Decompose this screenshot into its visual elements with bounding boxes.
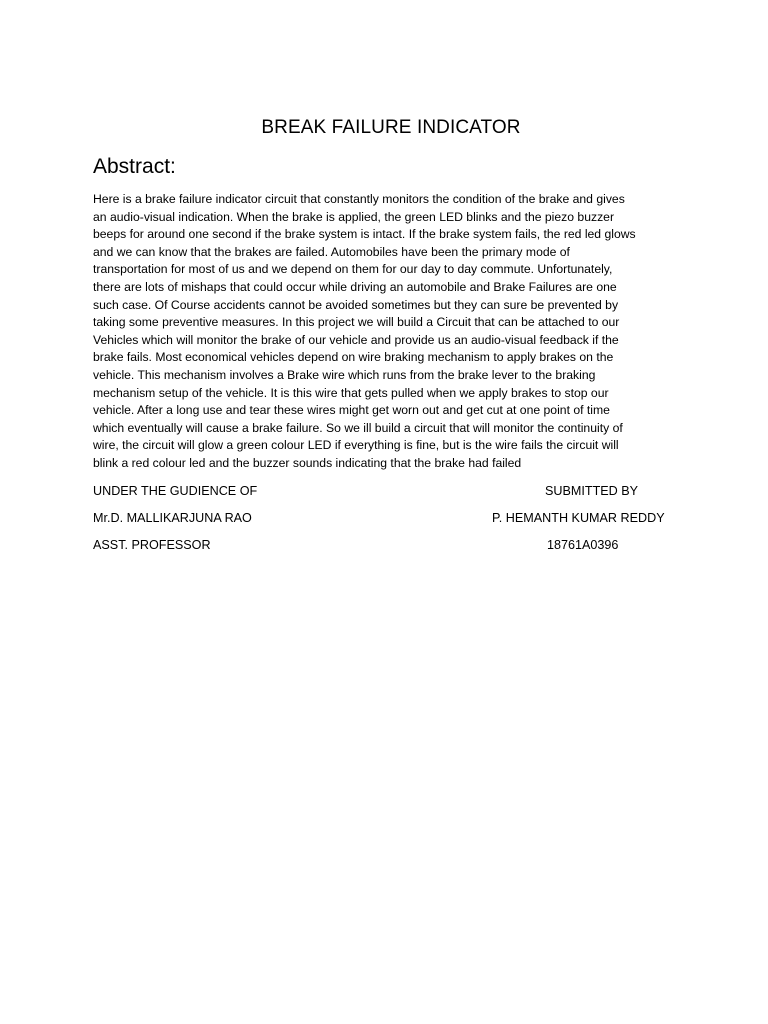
document-title: BREAK FAILURE INDICATOR bbox=[261, 117, 521, 138]
signature-row-labels bbox=[93, 484, 675, 502]
abstract-line: blink a red colour led and the buzzer sounds indicating that the brake had failed bbox=[93, 455, 522, 470]
signature-row-details bbox=[93, 538, 675, 556]
abstract-line: Here is a brake failure indicator circuit that constantly monitors the condition of the brake and gives bbox=[93, 192, 625, 206]
abstract-line: vehicle. After a long use and tear these wires might get worn out and get cut at one point of time bbox=[93, 403, 610, 418]
abstract-line: and we can know that the brakes are failed. Automobiles have been the primary mode of bbox=[93, 244, 570, 259]
abstract-line: beeps for around one second if the brake system is intact. If the brake system fails, the red led glows bbox=[93, 227, 636, 242]
abstract-line: wire, the circuit will glow a green colour LED if everything is fine, but is the wire fails the circuit will bbox=[93, 438, 619, 453]
abstract-body bbox=[93, 191, 675, 473]
guide-designation: ASST. PROFESSOR bbox=[93, 538, 211, 552]
submitted-by-label: SUBMITTED BY bbox=[545, 484, 639, 498]
abstract-line: transportation for most of us and we depend on them for our day to day commute. Unfortunately, bbox=[93, 262, 613, 277]
abstract-line: taking some preventive measures. In this project we will build a Circuit that can be attached to our bbox=[93, 315, 620, 330]
student-name: P. HEMANTH KUMAR REDDY bbox=[492, 511, 665, 525]
guide-name: Mr.D. MALLIKARJUNA RAO bbox=[93, 511, 252, 525]
abstract-line: there are lots of mishaps that could occur while driving an automobile and Brake Failures are one bbox=[93, 279, 617, 294]
abstract-line: mechanism setup of the vehicle. It is this wire that gets pulled when we apply brakes to stop our bbox=[93, 385, 609, 400]
abstract-line: which eventually will cause a brake failure. So we ill build a circuit that will monitor the continuity of bbox=[93, 420, 623, 435]
student-roll-number: 18761A0396 bbox=[547, 538, 619, 552]
abstract-heading: Abstract: bbox=[93, 155, 176, 178]
abstract-line: such case. Of Course accidents cannot be avoided sometimes but they can sure be prevented by bbox=[93, 297, 619, 312]
guidance-label: UNDER THE GUDIENCE OF bbox=[93, 484, 258, 498]
abstract-line: vehicle. This mechanism involves a Brake wire which runs from the brake lever to the braking bbox=[93, 367, 596, 382]
abstract-line: an audio-visual indication. When the brake is applied, the green LED blinks and the piezo buzzer bbox=[93, 209, 614, 224]
abstract-line: brake fails. Most economical vehicles depend on wire braking mechanism to apply brakes on the bbox=[93, 350, 614, 365]
abstract-line: Vehicles which will monitor the brake of our vehicle and provide us an audio-visual feedback if the bbox=[93, 332, 619, 347]
signature-row-names bbox=[93, 511, 675, 529]
